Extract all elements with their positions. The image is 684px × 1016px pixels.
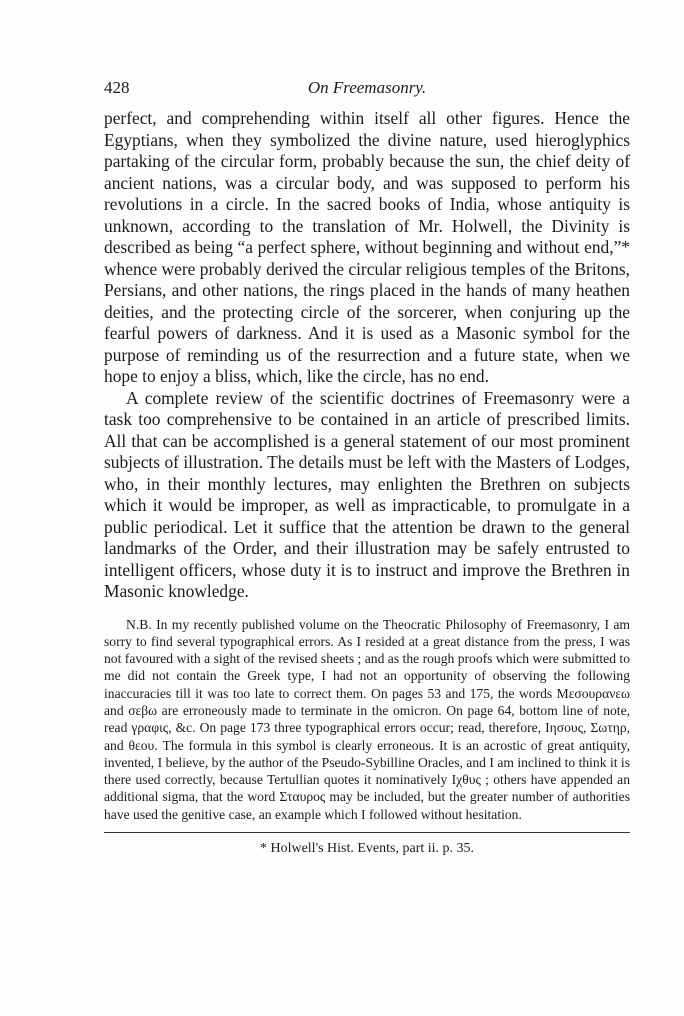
running-head: [104, 78, 630, 104]
note-text: N.B. In my recently published volume on the Theocratic Philosophy of Freemasonry, I am sorry to find several typographical errors. As I resided at a great distance from the press, I was not favoured with a sight of the revised sheets ; and as the rough proofs which were submitted to me did not contain the Greek type, I had not an opportunity of observing the following inaccuracies till it was too late to correct them. On pages 53 and 175, the words Μεσουρανεω and σεβω are erroneously made to terminate in the omicron. On page 64, bottom line of note, read γραφις, &c. On page 173 three typographical errors occur; read, therefore, Ιησους, Σωτηρ, and θεου. The formula in this symbol is clearly erroneous. It is an acrostic of great antiquity, invented, I believe, by the author of the Pseudo-Sybilline Oracles, and I am inclined to think it is there used correctly, because Tertullian quotes it nominatively Ιχθυς ; others have appended an additional sigma, that the word Σταυρος may be included, but the greater number of authorities have used the genitive case, an example which I followed without hesitation.: [104, 616, 630, 822]
editorial-note: [104, 616, 630, 824]
main-text: [104, 108, 630, 603]
page-number: 428: [104, 78, 130, 97]
book-page: [104, 78, 630, 857]
paragraph-scientific-doctrines: A complete review of the scientific doctrines of Freemasonry were a task too comprehensive to be contained in an article of prescribed limits. All that can be accomplished is a general statement of our most prominent subjects of illustration. The details must be left with the Masters of Lodges, who, in their monthly lectures, may enlighten the Brethren on subjects which it would be improper, as well as impracticable, to promulgate in a public periodical. Let it suffice that the attention be drawn to the general landmarks of the Order, and their illustration may be safely entrusted to intelligent officers, whose duty it is to instruct and improve the Brethren in Masonic knowledge.: [104, 387, 630, 601]
footnote-divider: [104, 832, 630, 833]
paragraph-continued: perfect, and comprehending within itself all other figures. Hence the Egyptians, when they symbolized the divine nature, used hieroglyphics partaking of the circular form, probably because the sun, the chief deity of ancient nations, was a circular body, and was supposed to perform his revolutions in a circle. In the sacred books of India, whose antiquity is unknown, according to the translation of Mr. Holwell, the Divinity is described as being “a perfect sphere, without beginning and without end,”* whence were probably derived the circular religious temples of the Britons, Persians, and other nations, the rings placed in the hands of many heathen deities, and the protecting circle of the sorcerer, when conjuring up the fearful powers of darkness. And it is used as a Masonic symbol for the purpose of reminding us of the resurrection and a future state, when we hope to enjoy a bliss, which, like the circle, has no end.: [104, 108, 630, 386]
footnote: * Holwell's Hist. Events, part ii. p. 35.: [259, 841, 475, 857]
running-title: On Freemasonry.: [307, 78, 427, 97]
